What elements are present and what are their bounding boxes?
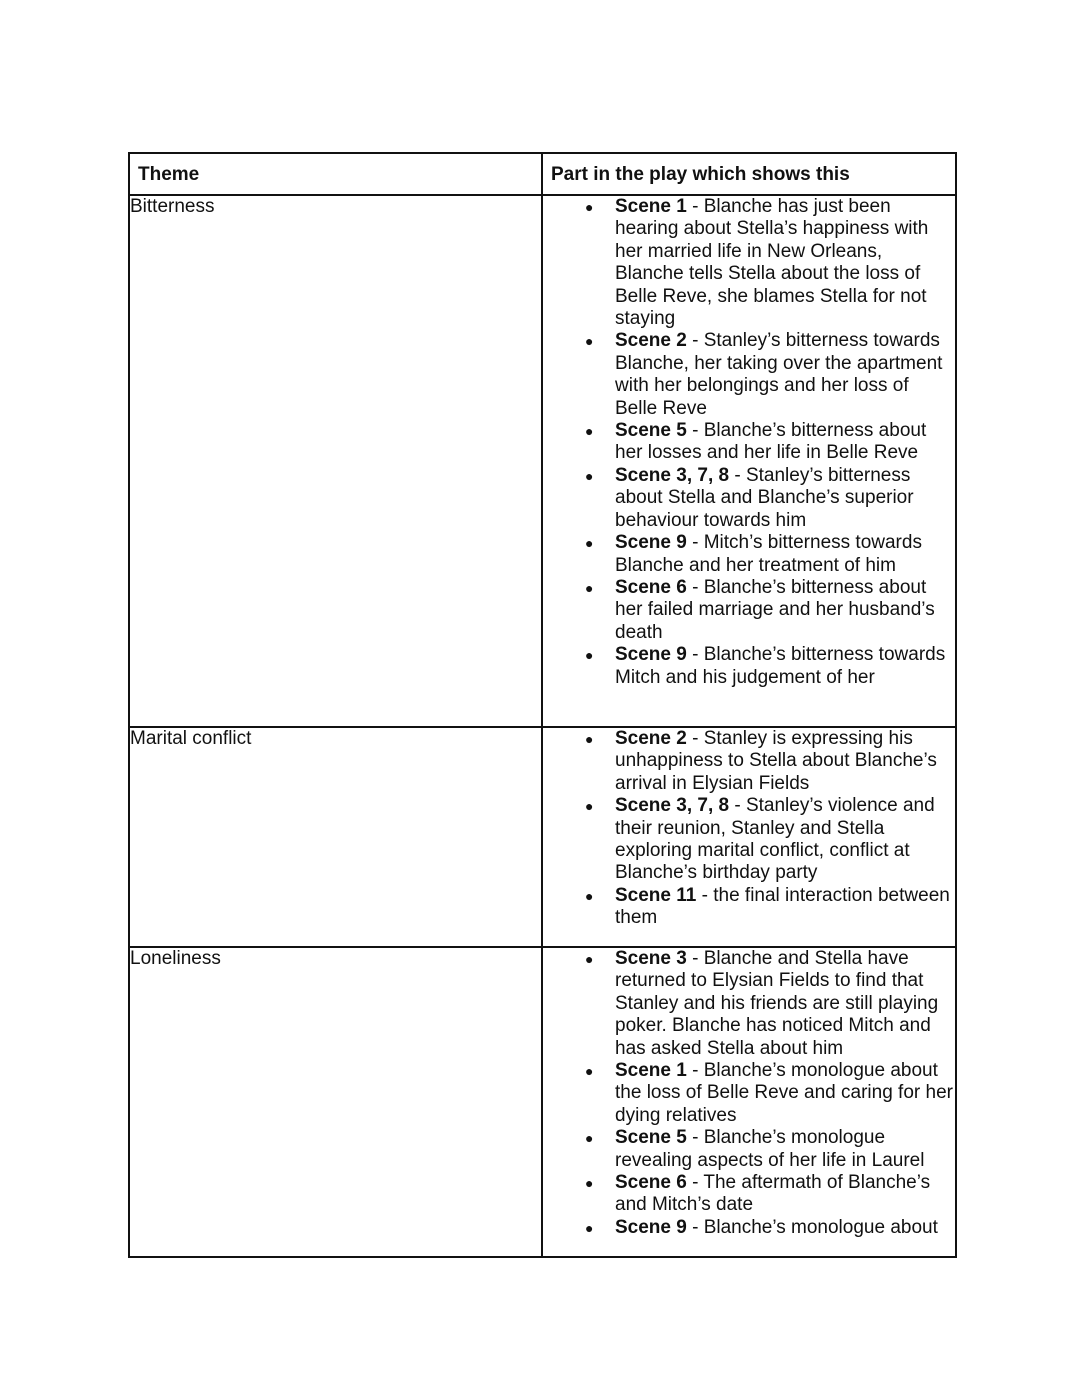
- bullet-icon: ●: [585, 731, 594, 747]
- bullet-icon: ●: [585, 423, 594, 440]
- scenes-cell: [542, 947, 956, 1257]
- scene-label: Scene 2: [615, 728, 687, 749]
- list-item: [543, 1060, 955, 1127]
- scene-label: Scene 3, 7, 8: [615, 464, 730, 486]
- scene-text: - Stanley’s bitterness about Stella and Blanche’s superior behaviour towards him: [615, 464, 914, 531]
- scene-label: Scene 3, 7, 8: [615, 795, 730, 817]
- list-item: [543, 196, 955, 330]
- scene-list: [543, 728, 955, 930]
- list-item: [543, 330, 955, 420]
- scene-text: - the final interaction between them: [615, 884, 950, 929]
- scenes-cell: [542, 195, 956, 727]
- scene-text: - Blanche’s bitterness towards Mitch and his judgement of her: [615, 644, 946, 688]
- bullet-icon: ●: [585, 199, 594, 215]
- list-item: [543, 1217, 955, 1239]
- header-theme: Theme: [129, 153, 542, 195]
- scene-label: Scene 9: [615, 1216, 687, 1238]
- bullet-icon: ●: [585, 467, 594, 484]
- scene-text: - Blanche’s bitterness about her losses and her life in Belle Reve: [615, 420, 927, 464]
- theme-cell: Bitterness: [129, 195, 542, 727]
- list-item: [543, 532, 955, 577]
- scene-text: - Blanche has just been hearing about Stella’s happiness with her married life in New Orleans, Blanche tells Stella about the loss of Belle Reve, she blames Stella for not staying: [615, 196, 929, 330]
- list-item: [543, 577, 955, 644]
- scene-text: - Mitch’s bitterness towards Blanche and her treatment of him: [615, 532, 922, 576]
- list-item: [543, 1127, 955, 1172]
- scene-text: - Blanche’s monologue revealing aspects of her life in Laurel: [615, 1127, 925, 1171]
- list-item: [543, 644, 955, 689]
- scene-list: [543, 196, 955, 689]
- scene-label: Scene 5: [615, 420, 687, 442]
- bullet-icon: ●: [585, 951, 594, 967]
- scene-label: Scene 11: [615, 884, 697, 906]
- scene-label: Scene 1: [615, 196, 687, 217]
- bullet-icon: ●: [585, 1063, 594, 1080]
- theme-cell: Loneliness: [129, 947, 542, 1257]
- scene-label: Scene 6: [615, 576, 687, 598]
- table-row: [129, 947, 956, 1257]
- list-item: [543, 885, 955, 930]
- bullet-icon: ●: [585, 647, 594, 664]
- header-row: [129, 153, 956, 195]
- themes-table: [128, 152, 957, 1258]
- list-item: [543, 795, 955, 885]
- scene-text: - Blanche’s monologue about the loss of Belle Reve and caring for her dying relatives: [615, 1060, 953, 1126]
- table-row: [129, 195, 956, 727]
- scene-text: - Blanche’s monologue about: [686, 1216, 938, 1238]
- scene-label: Scene 2: [615, 330, 687, 352]
- bullet-icon: ●: [585, 535, 594, 552]
- table-row: [129, 727, 956, 947]
- scene-label: Scene 3: [615, 948, 687, 969]
- list-item: [543, 465, 955, 532]
- list-item: [543, 420, 955, 465]
- list-item: [543, 1172, 955, 1217]
- scene-label: Scene 6: [615, 1172, 687, 1194]
- list-item: [543, 948, 955, 1060]
- bullet-icon: ●: [585, 579, 594, 596]
- list-item: [543, 728, 955, 795]
- bullet-icon: ●: [585, 1130, 594, 1147]
- scene-text: - Stanley is expressing his unhappiness to Stella about Blanche’s arrival in Elysian Fields: [615, 728, 937, 794]
- bullet-icon: ●: [585, 1219, 594, 1236]
- bullet-icon: ●: [585, 887, 594, 904]
- scene-label: Scene 9: [615, 644, 687, 666]
- scene-label: Scene 1: [615, 1060, 687, 1082]
- scene-text: - The aftermath of Blanche’s and Mitch’s date: [615, 1172, 931, 1216]
- scene-text: - Stanley’s violence and their reunion, Stanley and Stella exploring marital conflict, conflict at Blanche’s birthday party: [615, 795, 935, 884]
- header-part-in-play: Part in the play which shows this: [542, 153, 956, 195]
- scene-list: [543, 948, 955, 1239]
- scene-text: - Blanche and Stella have returned to Elysian Fields to find that Stanley and his friends are still playing poker. Blanche has noticed Mitch and has asked Stella about him: [615, 948, 939, 1059]
- scene-text: - Stanley’s bitterness towards Blanche, her taking over the apartment with her belongings and her loss of Belle Reve: [615, 330, 943, 419]
- theme-cell: Marital conflict: [129, 727, 542, 947]
- scene-label: Scene 5: [615, 1127, 687, 1149]
- scenes-cell: [542, 727, 956, 947]
- bullet-icon: ●: [585, 333, 594, 350]
- bullet-icon: ●: [585, 1175, 594, 1192]
- scene-text: - Blanche’s bitterness about her failed marriage and her husband’s death: [615, 576, 935, 643]
- bullet-icon: ●: [585, 798, 594, 815]
- scene-label: Scene 9: [615, 532, 687, 554]
